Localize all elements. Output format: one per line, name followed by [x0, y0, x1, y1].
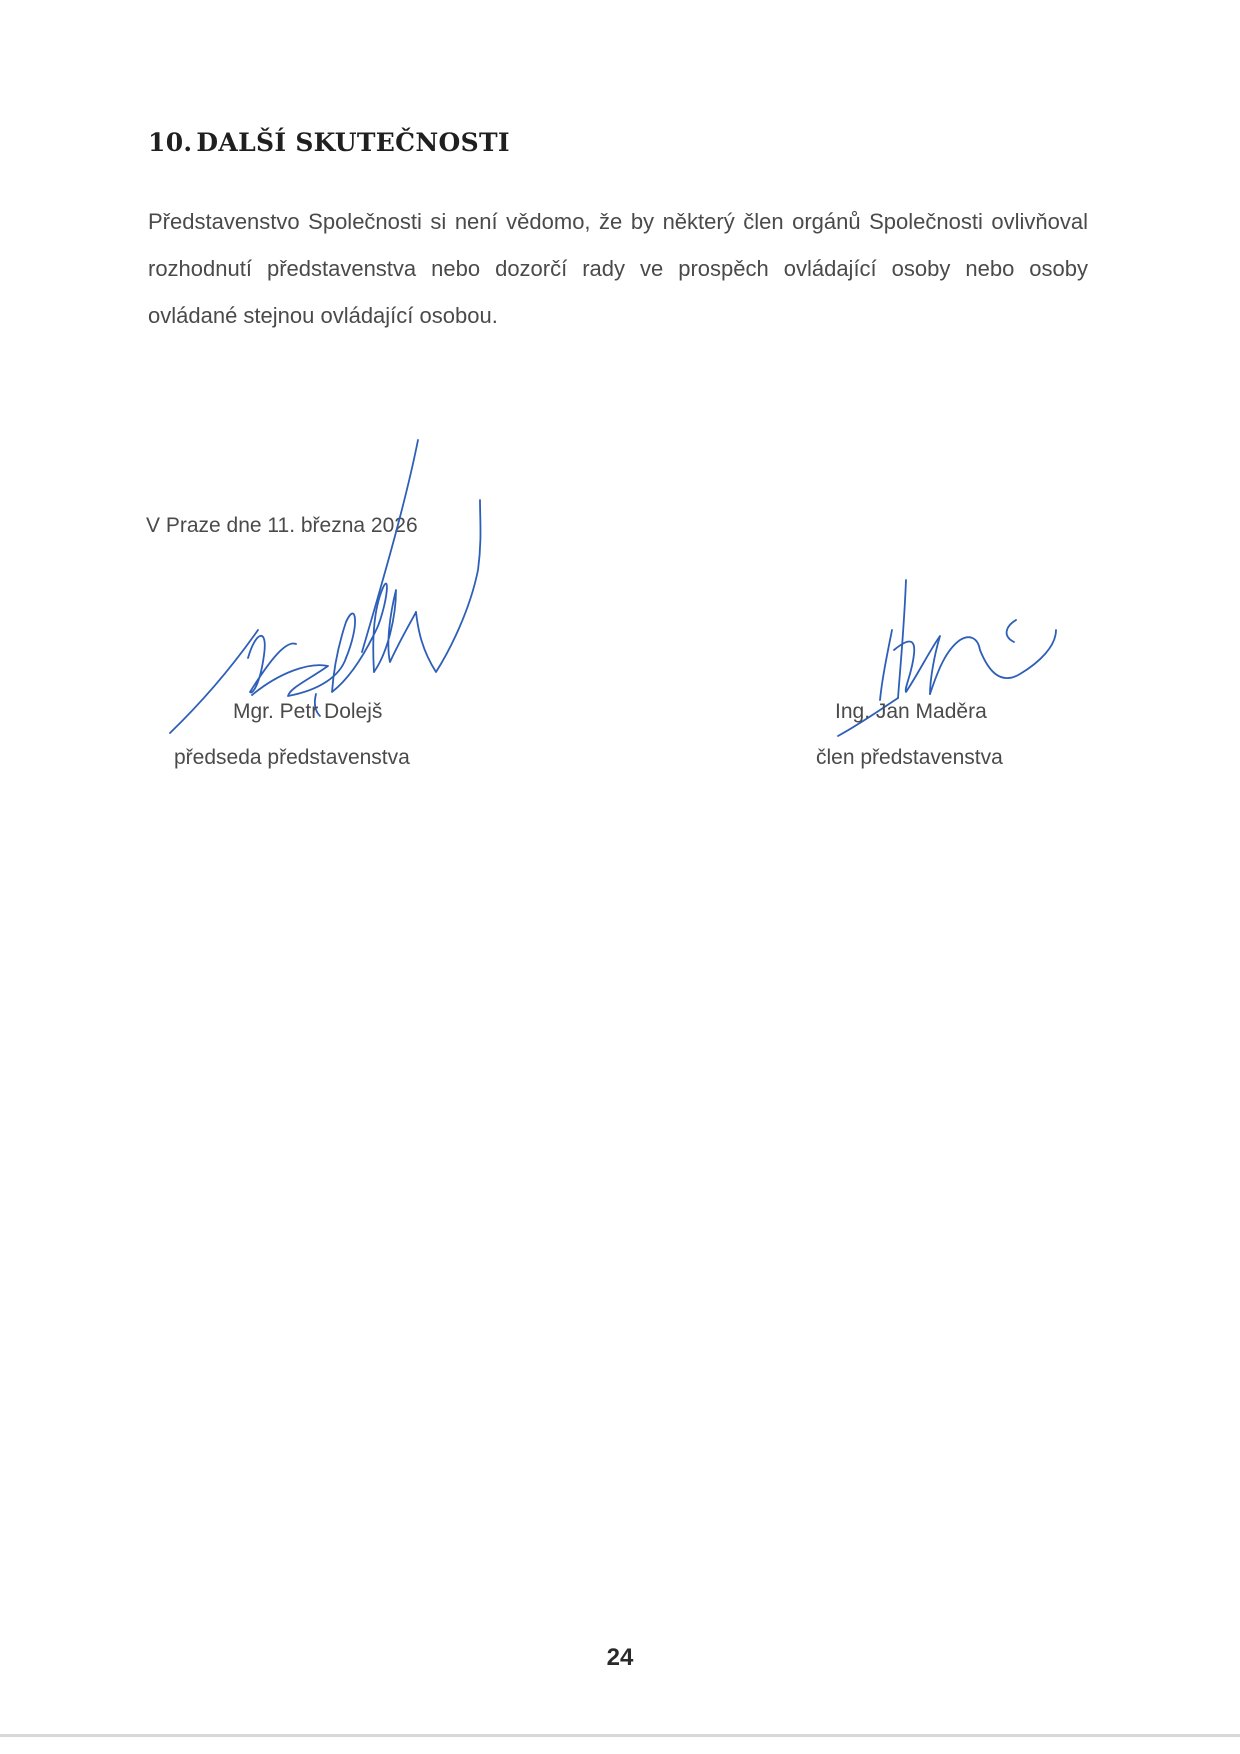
signatory-role-left: předseda představenstva	[174, 746, 410, 769]
signatory-role-right: člen představenstva	[816, 746, 1003, 769]
place-and-date: V Praze dne 11. března 2026	[146, 514, 418, 537]
signatory-name-left: Mgr. Petr Dolejš	[233, 700, 383, 723]
page-number: 24	[606, 1644, 634, 1671]
signatory-name-right: Ing. Jan Maděra	[835, 700, 987, 723]
section-paragraph: Představenstvo Společnosti si není vědomo, že by některý člen orgánů Společnosti ovlivňoval rozhodnutí představenstva nebo dozorčí rady ve prospěch ovládající osoby nebo osoby ovládané stejnou ovládající osobou.	[148, 209, 1088, 328]
section-title: DALŠÍ SKUTEČNOSTI	[196, 128, 510, 157]
section-number: 10.	[148, 128, 193, 157]
footer-divider	[0, 1734, 1240, 1737]
section-heading	[148, 128, 510, 157]
signature-left	[160, 440, 500, 740]
